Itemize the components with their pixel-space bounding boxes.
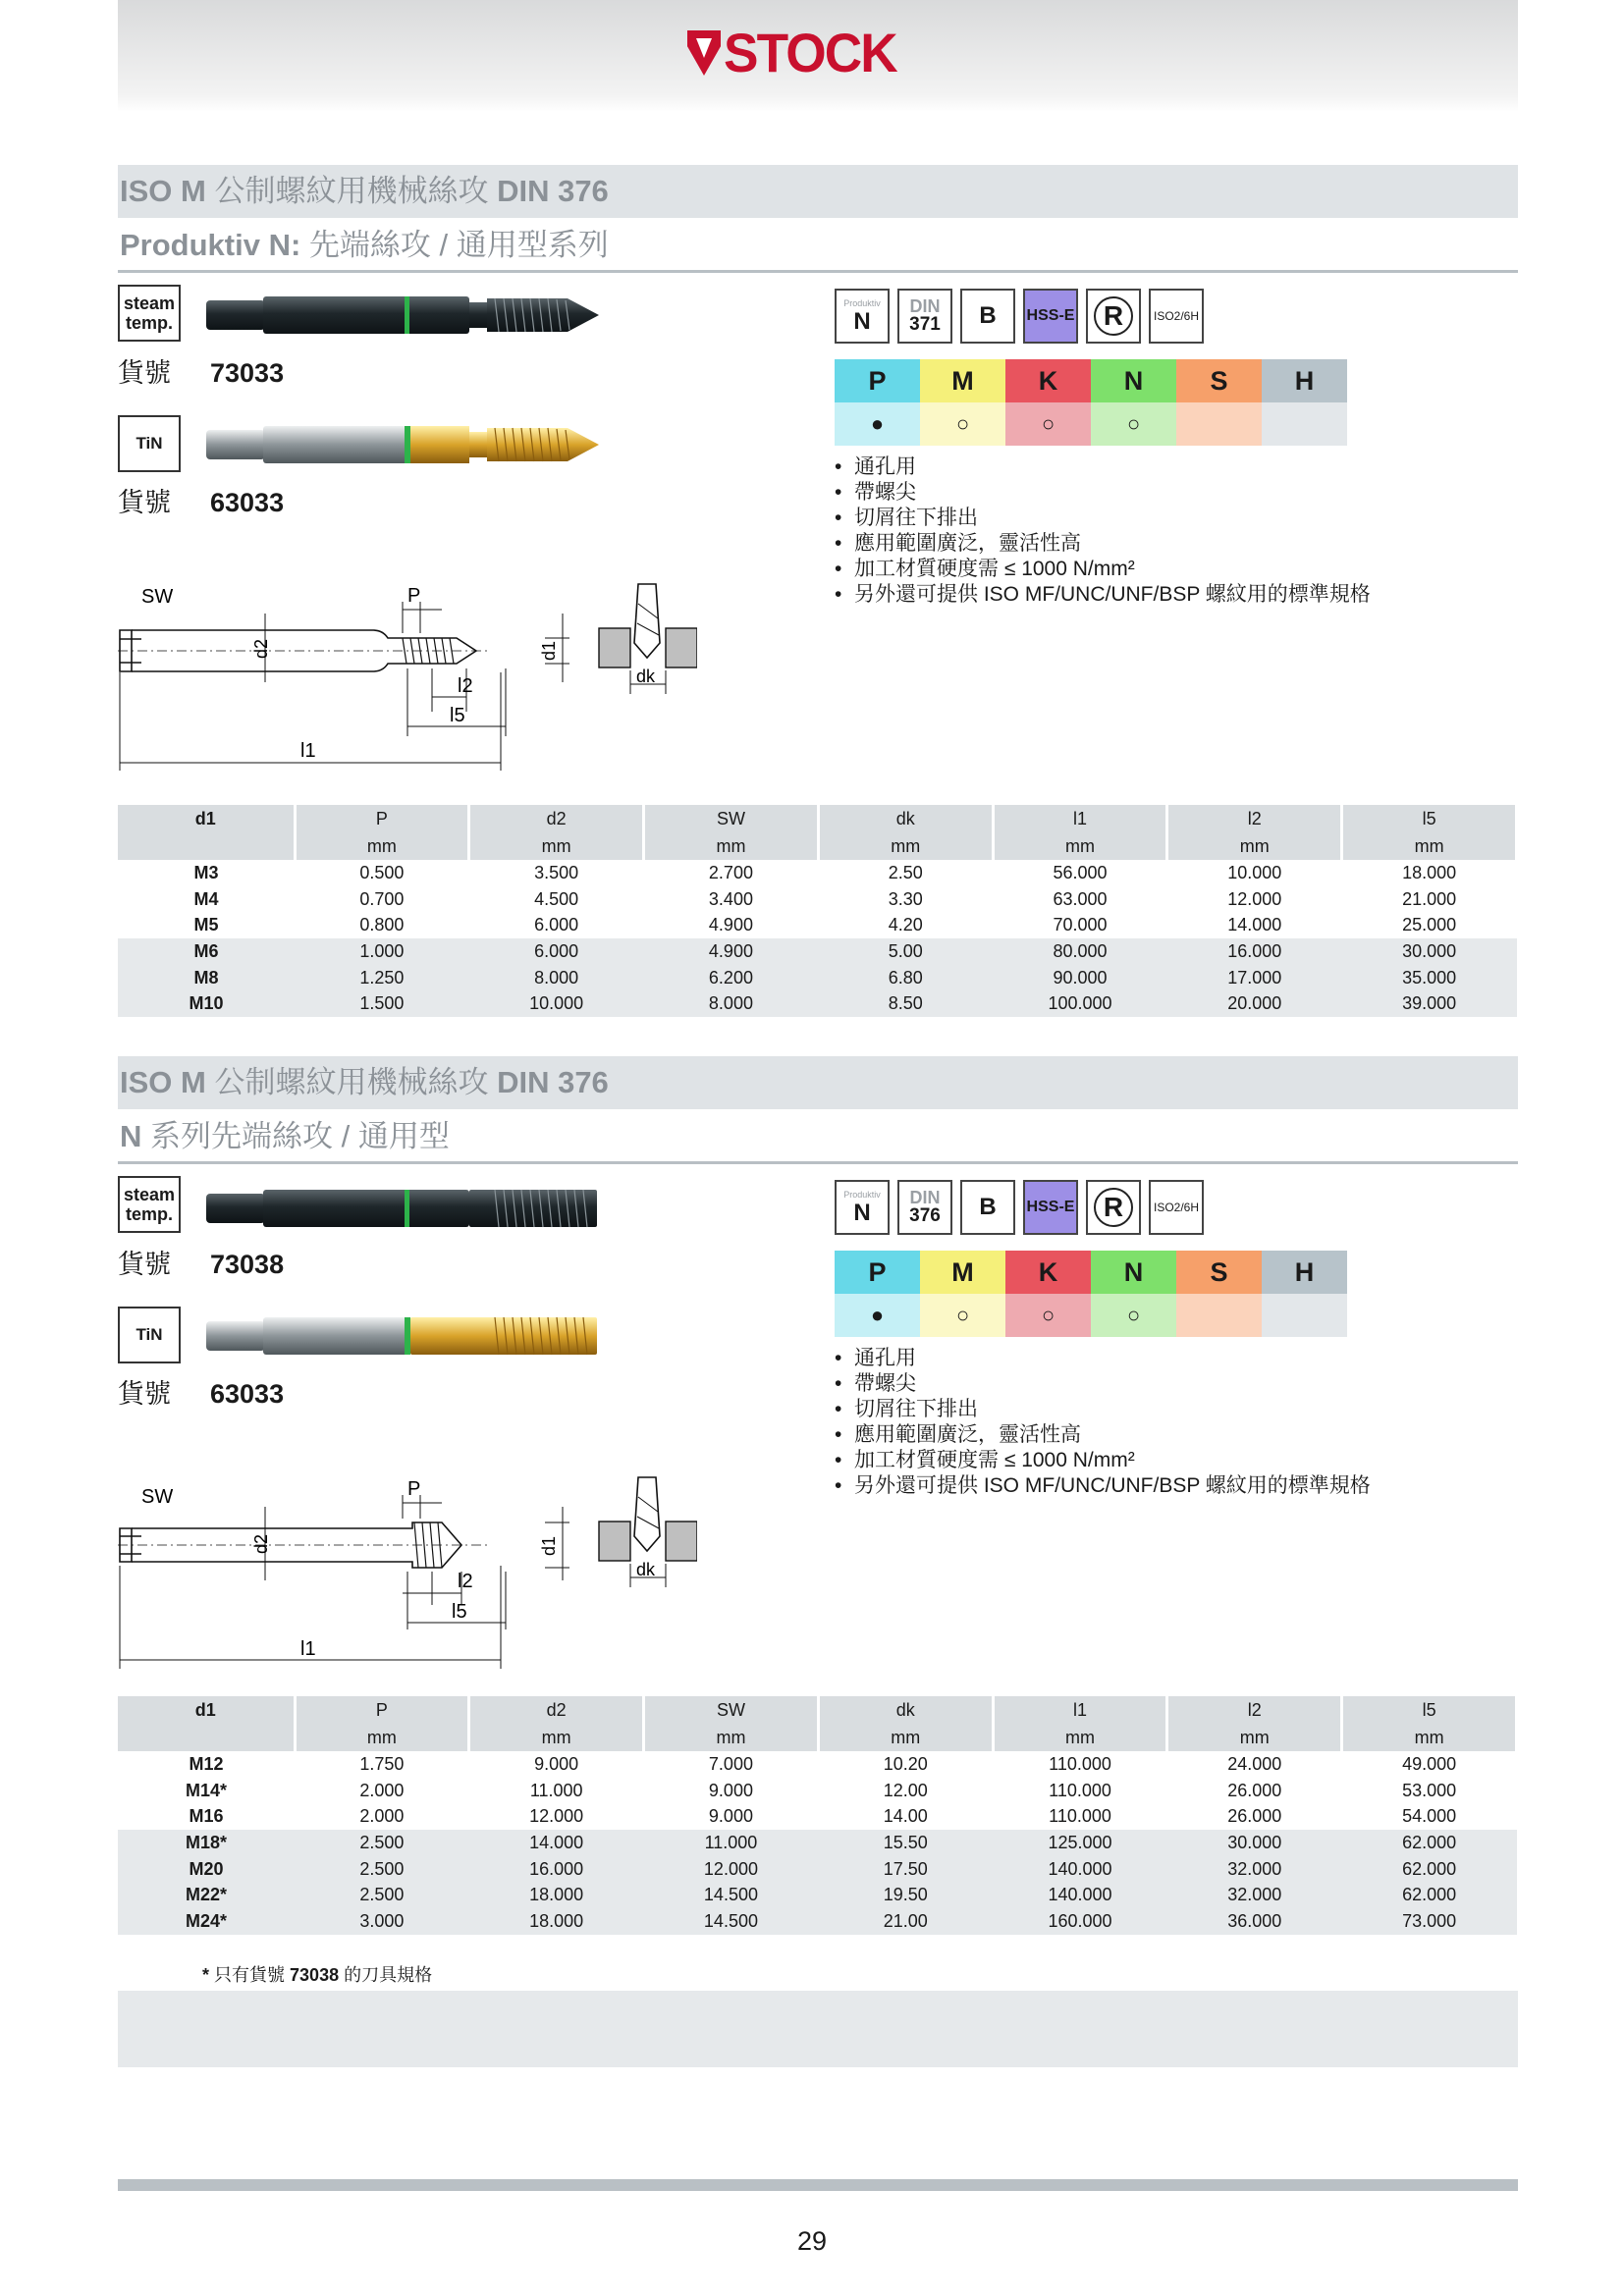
value-cell: 1.250 [295,965,469,991]
size-cell: M20 [118,1856,295,1883]
value-cell: 18.000 [469,1908,644,1935]
label-l1: l1 [300,740,316,762]
label-d2: d2 [251,1533,271,1554]
article-label: 貨號 [118,1250,171,1279]
unit-cell: mm [818,832,993,860]
table-row [118,860,1517,886]
value-cell: 24.000 [1227,1753,1282,1774]
value-cell: 3.400 [708,888,753,909]
value-cell: 14.000 [1227,915,1282,935]
value-cell: 8.000 [469,965,644,991]
label-sw: SW [141,586,174,608]
value-cell: 49.000 [1402,1753,1457,1774]
coating-line1: TiN [135,1325,163,1344]
value-cell: 21.000 [1402,888,1457,909]
technical-drawing [108,1468,697,1674]
value-cell: 6.000 [534,915,579,935]
value-cell: 4.900 [644,938,819,965]
value-cell: 110.000 [1049,1753,1111,1774]
unit-cell: mm [1167,1724,1342,1751]
coating-line1: steam [123,294,176,313]
badge-din [897,1180,952,1235]
badge-type: N [853,1199,871,1226]
label-l1: l1 [300,1638,316,1660]
col-p: P [295,1696,469,1724]
label-d2: d2 [251,638,271,659]
material-p-value: ● [835,1294,920,1337]
value-cell: 30.000 [1342,938,1517,965]
rotation-r-icon: R [1094,296,1133,336]
feature-item: • 另外還可提供 ISO MF/UNC/UNF/BSP 螺紋用的標準規格 [835,582,1371,608]
value-cell: 8.50 [818,990,993,1017]
value-cell: 160.000 [993,1908,1167,1935]
article-number-73038 [118,1243,284,1281]
badge-produktiv [835,1180,890,1235]
badge-din-number: 371 [909,314,941,335]
logo-shield-icon [687,30,721,76]
value-cell: 1.000 [295,938,469,965]
value-cell: 4.20 [888,915,923,935]
value-cell: 10.000 [1227,862,1282,882]
title-standard: DIN 376 [497,1065,609,1099]
value-cell: 17.50 [818,1856,993,1883]
material-p: P [835,1251,920,1294]
col-p: P [295,805,469,832]
size-cell: M18* [118,1830,295,1856]
table-row [118,1803,1517,1830]
table-row [118,1830,1517,1856]
article-label: 貨號 [118,358,171,388]
badge-tolerance [1149,289,1204,344]
badge-hsse [1023,1180,1078,1235]
badge-b-text: B [979,302,997,329]
label-p: P [407,585,421,607]
section-1-titles [118,165,1518,273]
col-l1: l1 [993,1696,1167,1724]
table-row [118,965,1517,991]
material-m-value: ○ [920,1294,1005,1337]
badge-produktiv [835,289,890,344]
value-cell: 2.500 [295,1830,469,1856]
table-row [118,1856,1517,1883]
badge-type: N [853,307,871,335]
feature-item: • 帶螺尖 [835,1371,1371,1397]
unit-cell: mm [1167,832,1342,860]
feature-item: • 加工材質硬度需 ≤ 1000 N/mm² [835,557,1371,582]
empty-notes-band [118,1991,1518,2067]
material-k-value: ○ [1005,402,1091,446]
value-cell: 0.800 [359,915,405,935]
title-latin: ISO M [120,1065,215,1099]
value-cell: 14.000 [469,1830,644,1856]
col-l2: l2 [1167,1696,1342,1724]
article-label: 貨號 [118,488,171,517]
value-cell: 2.50 [888,862,923,882]
value-cell: 6.200 [644,965,819,991]
label-dk: dk [636,1560,656,1579]
material-h: H [1262,1251,1347,1294]
size-cell: M10 [118,990,295,1017]
table-row [118,1908,1517,1935]
tap-image-steam [204,291,607,342]
badge-b [960,1180,1015,1235]
unit-cell: mm [644,1724,819,1751]
badge-right-hand [1086,1180,1141,1235]
size-cell: M4 [193,888,219,909]
value-cell: 39.000 [1342,990,1517,1017]
article-number-73033 [118,351,284,390]
value-cell: 5.00 [818,938,993,965]
table-row [118,1882,1517,1908]
value-cell: 80.000 [993,938,1167,965]
label-l5: l5 [452,1601,467,1623]
value-cell: 9.000 [708,1806,753,1827]
value-cell: 16.000 [1167,938,1342,965]
value-cell: 3.30 [888,888,923,909]
value-cell: 9.000 [708,1780,753,1800]
material-p: P [835,359,920,402]
section-title [118,165,1518,218]
footer-rule [118,2179,1518,2191]
table-body [118,1751,1517,1935]
value-cell: 26.000 [1227,1780,1282,1800]
value-cell: 36.000 [1167,1908,1342,1935]
dimension-table-2 [118,1696,1518,1935]
title-latin: ISO M [120,174,215,208]
table-row [118,1751,1517,1778]
footnote-star: * [202,1965,210,1985]
value-cell: 62.000 [1342,1856,1517,1883]
value-cell: 21.00 [818,1908,993,1935]
value-cell: 2.000 [359,1780,405,1800]
value-cell: 140.000 [993,1856,1167,1883]
label-sw: SW [141,1486,174,1508]
material-s: S [1176,359,1262,402]
value-cell: 16.000 [469,1856,644,1883]
table-body [118,860,1517,1017]
page-number: 29 [796,2226,828,2256]
value-cell: 100.000 [993,990,1167,1017]
value-cell: 11.000 [644,1830,819,1856]
coating-line2: temp. [125,1204,173,1224]
value-cell: 11.000 [529,1780,583,1800]
value-cell: 2.500 [295,1882,469,1908]
value-cell: 14.500 [644,1908,819,1935]
tap-image-tin [204,1311,607,1362]
material-grid [835,359,1347,446]
value-cell: 1.500 [295,990,469,1017]
feature-item: • 應用範圍廣泛，靈活性高 [835,1422,1371,1448]
value-cell: 25.000 [1402,915,1457,935]
badge-produktiv-label: Produktiv [843,1189,881,1200]
badge-din [897,289,952,344]
col-d1: d1 [118,1696,295,1724]
section-subtitle [118,1109,1518,1164]
value-cell: 4.500 [534,888,579,909]
dimension-table-1 [118,805,1518,1017]
material-k: K [1005,1251,1091,1294]
value-cell: 53.000 [1402,1780,1457,1800]
value-cell: 0.700 [359,888,405,909]
value-cell: 15.50 [818,1830,993,1856]
value-cell: 54.000 [1402,1806,1457,1827]
article-label: 貨號 [118,1379,171,1409]
material-h-value [1262,1294,1347,1337]
value-cell: 6.80 [818,965,993,991]
value-cell: 62.000 [1342,1830,1517,1856]
value-cell: 0.500 [359,862,405,882]
value-cell: 2.000 [359,1806,405,1827]
badge-tolerance [1149,1180,1204,1235]
col-l5: l5 [1342,1696,1517,1724]
col-dk: dk [818,1696,993,1724]
material-n: N [1091,1251,1176,1294]
value-cell: 12.000 [1227,888,1282,909]
value-cell: 2.700 [708,862,753,882]
badge-din-number: 376 [909,1205,941,1226]
value-cell: 12.000 [644,1856,819,1883]
col-l1: l1 [993,805,1167,832]
unit-cell: mm [644,832,819,860]
unit-cell: mm [469,832,644,860]
footnote-article: 73038 [290,1965,340,1985]
value-cell: 4.900 [708,915,753,935]
unit-cell: mm [295,832,469,860]
section-subtitle [118,218,1518,273]
value-cell: 18.000 [1402,862,1457,882]
table-row [118,912,1517,938]
footnote-text-end: 的刀具規格 [339,1965,433,1985]
value-cell: 26.000 [1227,1806,1282,1827]
value-cell: 10.000 [469,990,644,1017]
subtitle-latin: N [120,1119,150,1153]
badge-din-label: DIN [909,296,941,316]
coating-badge-steam [118,285,181,342]
value-cell: 18.000 [469,1882,644,1908]
table-header-row [118,805,1517,832]
badge-tolerance-text: ISO2/6H [1153,309,1200,323]
coating-badge-tin [118,415,181,472]
value-cell: 7.000 [708,1753,753,1774]
value-cell: 10.20 [883,1753,928,1774]
value-cell: 14.00 [883,1806,928,1827]
table-unit-row [118,1724,1517,1751]
feature-item: • 另外還可提供 ISO MF/UNC/UNF/BSP 螺紋用的標準規格 [835,1473,1371,1499]
rotation-r-icon: R [1094,1188,1133,1227]
feature-item: • 加工材質硬度需 ≤ 1000 N/mm² [835,1448,1371,1473]
feature-item: • 切屑往下排出 [835,1397,1371,1422]
feature-item: • 通孔用 [835,454,1371,480]
value-cell: 90.000 [993,965,1167,991]
value-cell: 14.500 [644,1882,819,1908]
unit-cell: mm [1342,832,1517,860]
table-row [118,1778,1517,1804]
article-number-63033 [118,481,284,519]
tap-image-steam [204,1184,607,1235]
footnote [202,1961,432,1987]
col-l2: l2 [1167,805,1342,832]
table-row [118,990,1517,1017]
feature-list [835,454,1371,608]
subtitle-latin: Produktiv N: [120,228,309,262]
spec-badges [835,289,1204,344]
article-number: 73038 [210,1250,285,1279]
col-d2: d2 [469,1696,644,1724]
value-cell: 3.500 [534,862,579,882]
table-unit-row [118,832,1517,860]
value-cell: 63.000 [1053,888,1108,909]
article-number: 63033 [210,488,285,517]
value-cell: 9.000 [534,1753,579,1774]
table-row [118,938,1517,965]
subtitle-cjk: 先端絲攻 / 通用型系列 [308,228,609,262]
col-d1: d1 [118,805,295,832]
label-l2: l2 [458,675,473,697]
coating-line1: steam [123,1185,176,1204]
material-s: S [1176,1251,1262,1294]
coating-line1: TiN [135,434,163,453]
value-cell: 70.000 [1053,915,1108,935]
label-l5: l5 [450,705,465,726]
size-cell: M3 [193,862,219,882]
value-cell: 110.000 [1049,1780,1111,1800]
unit-cell [118,832,295,860]
unit-cell: mm [818,1724,993,1751]
value-cell: 35.000 [1342,965,1517,991]
coating-line2: temp. [125,313,173,333]
col-l5: l5 [1342,805,1517,832]
footnote-text: 只有貨號 [209,1965,291,1985]
col-d2: d2 [469,805,644,832]
value-cell: 62.000 [1342,1882,1517,1908]
badge-material-text: HSS-E [1026,307,1075,324]
material-m: M [920,1251,1005,1294]
unit-cell: mm [1342,1724,1517,1751]
section-2-titles [118,1056,1518,1164]
value-cell: 2.500 [295,1856,469,1883]
label-dk: dk [636,667,656,686]
value-cell: 6.000 [469,938,644,965]
technical-drawing [108,574,697,780]
table-row [118,886,1517,913]
col-dk: dk [818,805,993,832]
material-k: K [1005,359,1091,402]
title-cjk: 公制螺紋用機械絲攻 [214,174,498,208]
value-cell: 17.000 [1167,965,1342,991]
material-k-value: ○ [1005,1294,1091,1337]
size-cell: M8 [118,965,295,991]
value-cell: 73.000 [1342,1908,1517,1935]
value-cell: 125.000 [993,1830,1167,1856]
article-number-63033 [118,1372,284,1411]
value-cell: 140.000 [993,1882,1167,1908]
tap-image-tin [204,420,607,471]
table-header-row [118,1696,1517,1724]
material-s-value [1176,402,1262,446]
feature-item: • 帶螺尖 [835,480,1371,506]
value-cell: 12.00 [883,1780,928,1800]
logo-text: STOCK [724,22,896,83]
feature-item: • 切屑往下排出 [835,506,1371,531]
material-m-value: ○ [920,402,1005,446]
badge-hsse [1023,289,1078,344]
coating-badge-tin [118,1307,181,1363]
badge-din-label: DIN [909,1188,941,1207]
unit-cell: mm [993,1724,1167,1751]
size-cell: M6 [118,938,295,965]
value-cell: 110.000 [1049,1806,1111,1827]
section-title [118,1056,1518,1109]
feature-item: • 應用範圍廣泛，靈活性高 [835,531,1371,557]
col-sw: SW [644,805,819,832]
unit-cell: mm [295,1724,469,1751]
label-l2: l2 [458,1571,473,1592]
value-cell: 20.000 [1167,990,1342,1017]
badge-b [960,289,1015,344]
stock-logo [687,22,905,83]
badge-b-text: B [979,1194,997,1220]
col-sw: SW [644,1696,819,1724]
material-grid [835,1251,1347,1337]
subtitle-cjk: 系列先端絲攻 / 通用型 [150,1119,450,1153]
value-cell: 1.750 [359,1753,405,1774]
label-p: P [407,1478,421,1500]
material-p-value: ● [835,402,920,446]
badge-right-hand [1086,289,1141,344]
value-cell: 32.000 [1167,1856,1342,1883]
label-d1: d1 [539,640,559,661]
coating-badge-steam [118,1176,181,1233]
material-m: M [920,359,1005,402]
size-cell: M16 [189,1806,224,1827]
size-cell: M24* [118,1908,295,1935]
material-h: H [1262,359,1347,402]
value-cell: 56.000 [1053,862,1108,882]
size-cell: M22* [118,1882,295,1908]
value-cell: 32.000 [1167,1882,1342,1908]
size-cell: M5 [193,915,219,935]
material-s-value [1176,1294,1262,1337]
label-d1: d1 [539,1535,559,1556]
title-standard: DIN 376 [497,174,609,208]
badge-tolerance-text: ISO2/6H [1153,1201,1200,1214]
article-number: 63033 [210,1379,285,1409]
material-h-value [1262,402,1347,446]
badge-material-text: HSS-E [1026,1199,1075,1215]
material-n-value: ○ [1091,1294,1176,1337]
article-number: 73033 [210,358,285,388]
badge-produktiv-label: Produktiv [843,297,881,308]
value-cell: 30.000 [1167,1830,1342,1856]
material-n: N [1091,359,1176,402]
title-cjk: 公制螺紋用機械絲攻 [214,1065,498,1099]
unit-cell: mm [993,832,1167,860]
value-cell: 19.50 [818,1882,993,1908]
material-n-value: ○ [1091,402,1176,446]
feature-item: • 通孔用 [835,1346,1371,1371]
value-cell: 8.000 [644,990,819,1017]
unit-cell [118,1724,295,1751]
size-cell: M12 [189,1753,224,1774]
size-cell: M14* [185,1780,228,1800]
unit-cell: mm [469,1724,644,1751]
spec-badges [835,1180,1204,1235]
feature-list [835,1346,1371,1499]
value-cell: 12.000 [529,1806,584,1827]
value-cell: 3.000 [295,1908,469,1935]
